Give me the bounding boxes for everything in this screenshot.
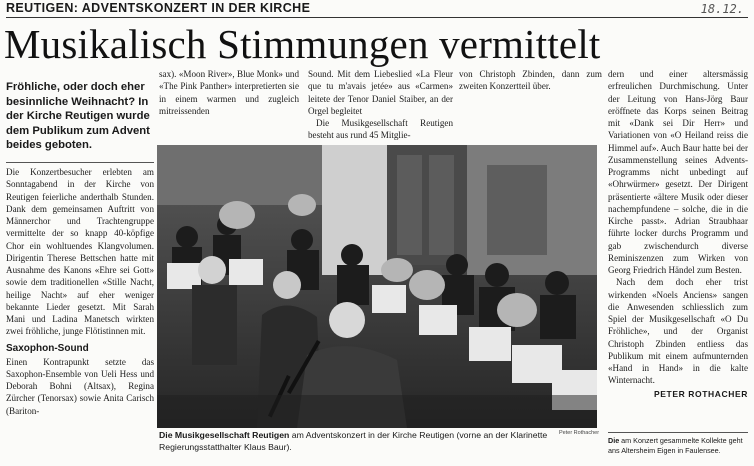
handwritten-date-note: 18.12. <box>700 2 744 16</box>
body-paragraph: Die Konzertbesucher erlebten am Sonntagabend in der Kirche von Reutigen feierliche anderthalb Stunden. Dank dem gemeinsamen Auftritt von Männerchor und Trachtengruppe vermittelte der so knapp 40-köpfige Chor ein wohltuendes Klangvolumen. Dirigentin Therese Bettschen hatte mit Ausnahme des Kanons «Ehre sei Gott» sowie dem traditionellen «Stille Nacht, heilige Nacht» auf eher weniger bekannte Lieder gesetzt. Mit Sarah Mani und Ladina Manetsch wirkten zwei fröhliche, junge Flötistinnen mit. <box>6 167 154 337</box>
collection-info-box <box>608 436 748 456</box>
photo-brass-band-in-church <box>157 145 597 428</box>
body-paragraph: Nach dem doch eher trist wirkenden «Noels Anciens» sangen die Anwesenden schliesslich zum Spiel der Musikgesellschaft «O Du Fröhliche», und der Organist Christoph Zbinden entliess das Publikum mit einem aufmunternden «Hand in Hand» in die kalte Winternacht. <box>608 277 748 386</box>
column-3 <box>308 68 453 142</box>
body-paragraph: dern und einer altersmässig erfreulichen Durchmischung. Unter der Leitung von Hans-Jörg Baur eröffnete das Korps seinen Beitrag mit «Dank sei Dir Herr» und Variationen von «O Heiland reiss die Himmel auf». Auch Baur hatte bei der Zusammenstellung seines Advents-Programms nicht unbedingt auf «Ohrwürmer» gesetzt. Der Dirigent präsentierte «ältere Musik oder dieser nachempfundene – solche, die in die Kirche passt». Adrian Straubhaar führte locker durchs Programm und gab zwischendurch diverse Reminiszenzen zum Wirken von Georg Friedrich Händel zum Besten. <box>608 69 748 275</box>
info-text: am Konzert gesammelte Kollekte geht ans Altersheim Eigen in Faulensee. <box>608 436 743 455</box>
lead-divider <box>6 162 154 163</box>
article-kicker: REUTIGEN: ADVENTSKONZERT IN DER KIRCHE <box>6 1 311 15</box>
subheading: Saxophon-Sound <box>6 342 89 354</box>
column-2 <box>159 68 299 117</box>
body-paragraph: sax). «Moon River», Blue Monk» und «The Pink Panther» interpretierten sie in einem warmen und zugleich mitreissenden <box>159 69 299 116</box>
info-divider <box>608 432 748 433</box>
caption-lead: Die Musikgesellschaft Reutigen <box>159 430 290 440</box>
column-4 <box>459 68 602 93</box>
body-paragraph: Die Musikgesellschaft Reutigen besteht aus rund 45 Mitglie- <box>308 118 453 141</box>
lead-paragraph: Fröhliche, oder doch eher besinnliche Weihnacht? In der Kirche Reutigen wurde dem Publikum zum Advent beides geboten. <box>6 81 150 152</box>
kicker-rule <box>6 17 748 18</box>
column-1 <box>6 166 154 417</box>
body-paragraph: Sound. Mit dem Liebeslied «La Fleur que tu m'avais jetée» aus «Carmen» leitete der Tenor Daniel Staiber, an der Orgel begleitet <box>308 69 453 116</box>
column-5 <box>608 68 748 399</box>
body-paragraph: Einen Kontrapunkt setzte das Saxophon-Ensemble von Ueli Hess und Deborah Bohni (Altsax), Regina Zürcher (Tenorsax) sowie Anita Carisch (Bariton- <box>6 356 154 416</box>
author-byline: PETER ROTHACHER <box>653 388 748 399</box>
caption-text: am Adventskonzert in der Kirche Reutigen (vorne an der Klarinette Regierungsstatthalter Klaus Baur). <box>159 430 548 452</box>
body-paragraph: von Christoph Zbinden, dann zum zweiten Konzertteil über. <box>459 69 602 92</box>
photo-caption <box>159 430 549 453</box>
headline: Musikalisch Stimmungen vermittelt <box>4 21 601 67</box>
photo-credit: Peter Rothacher <box>559 430 600 436</box>
info-lead: Die <box>608 436 620 445</box>
